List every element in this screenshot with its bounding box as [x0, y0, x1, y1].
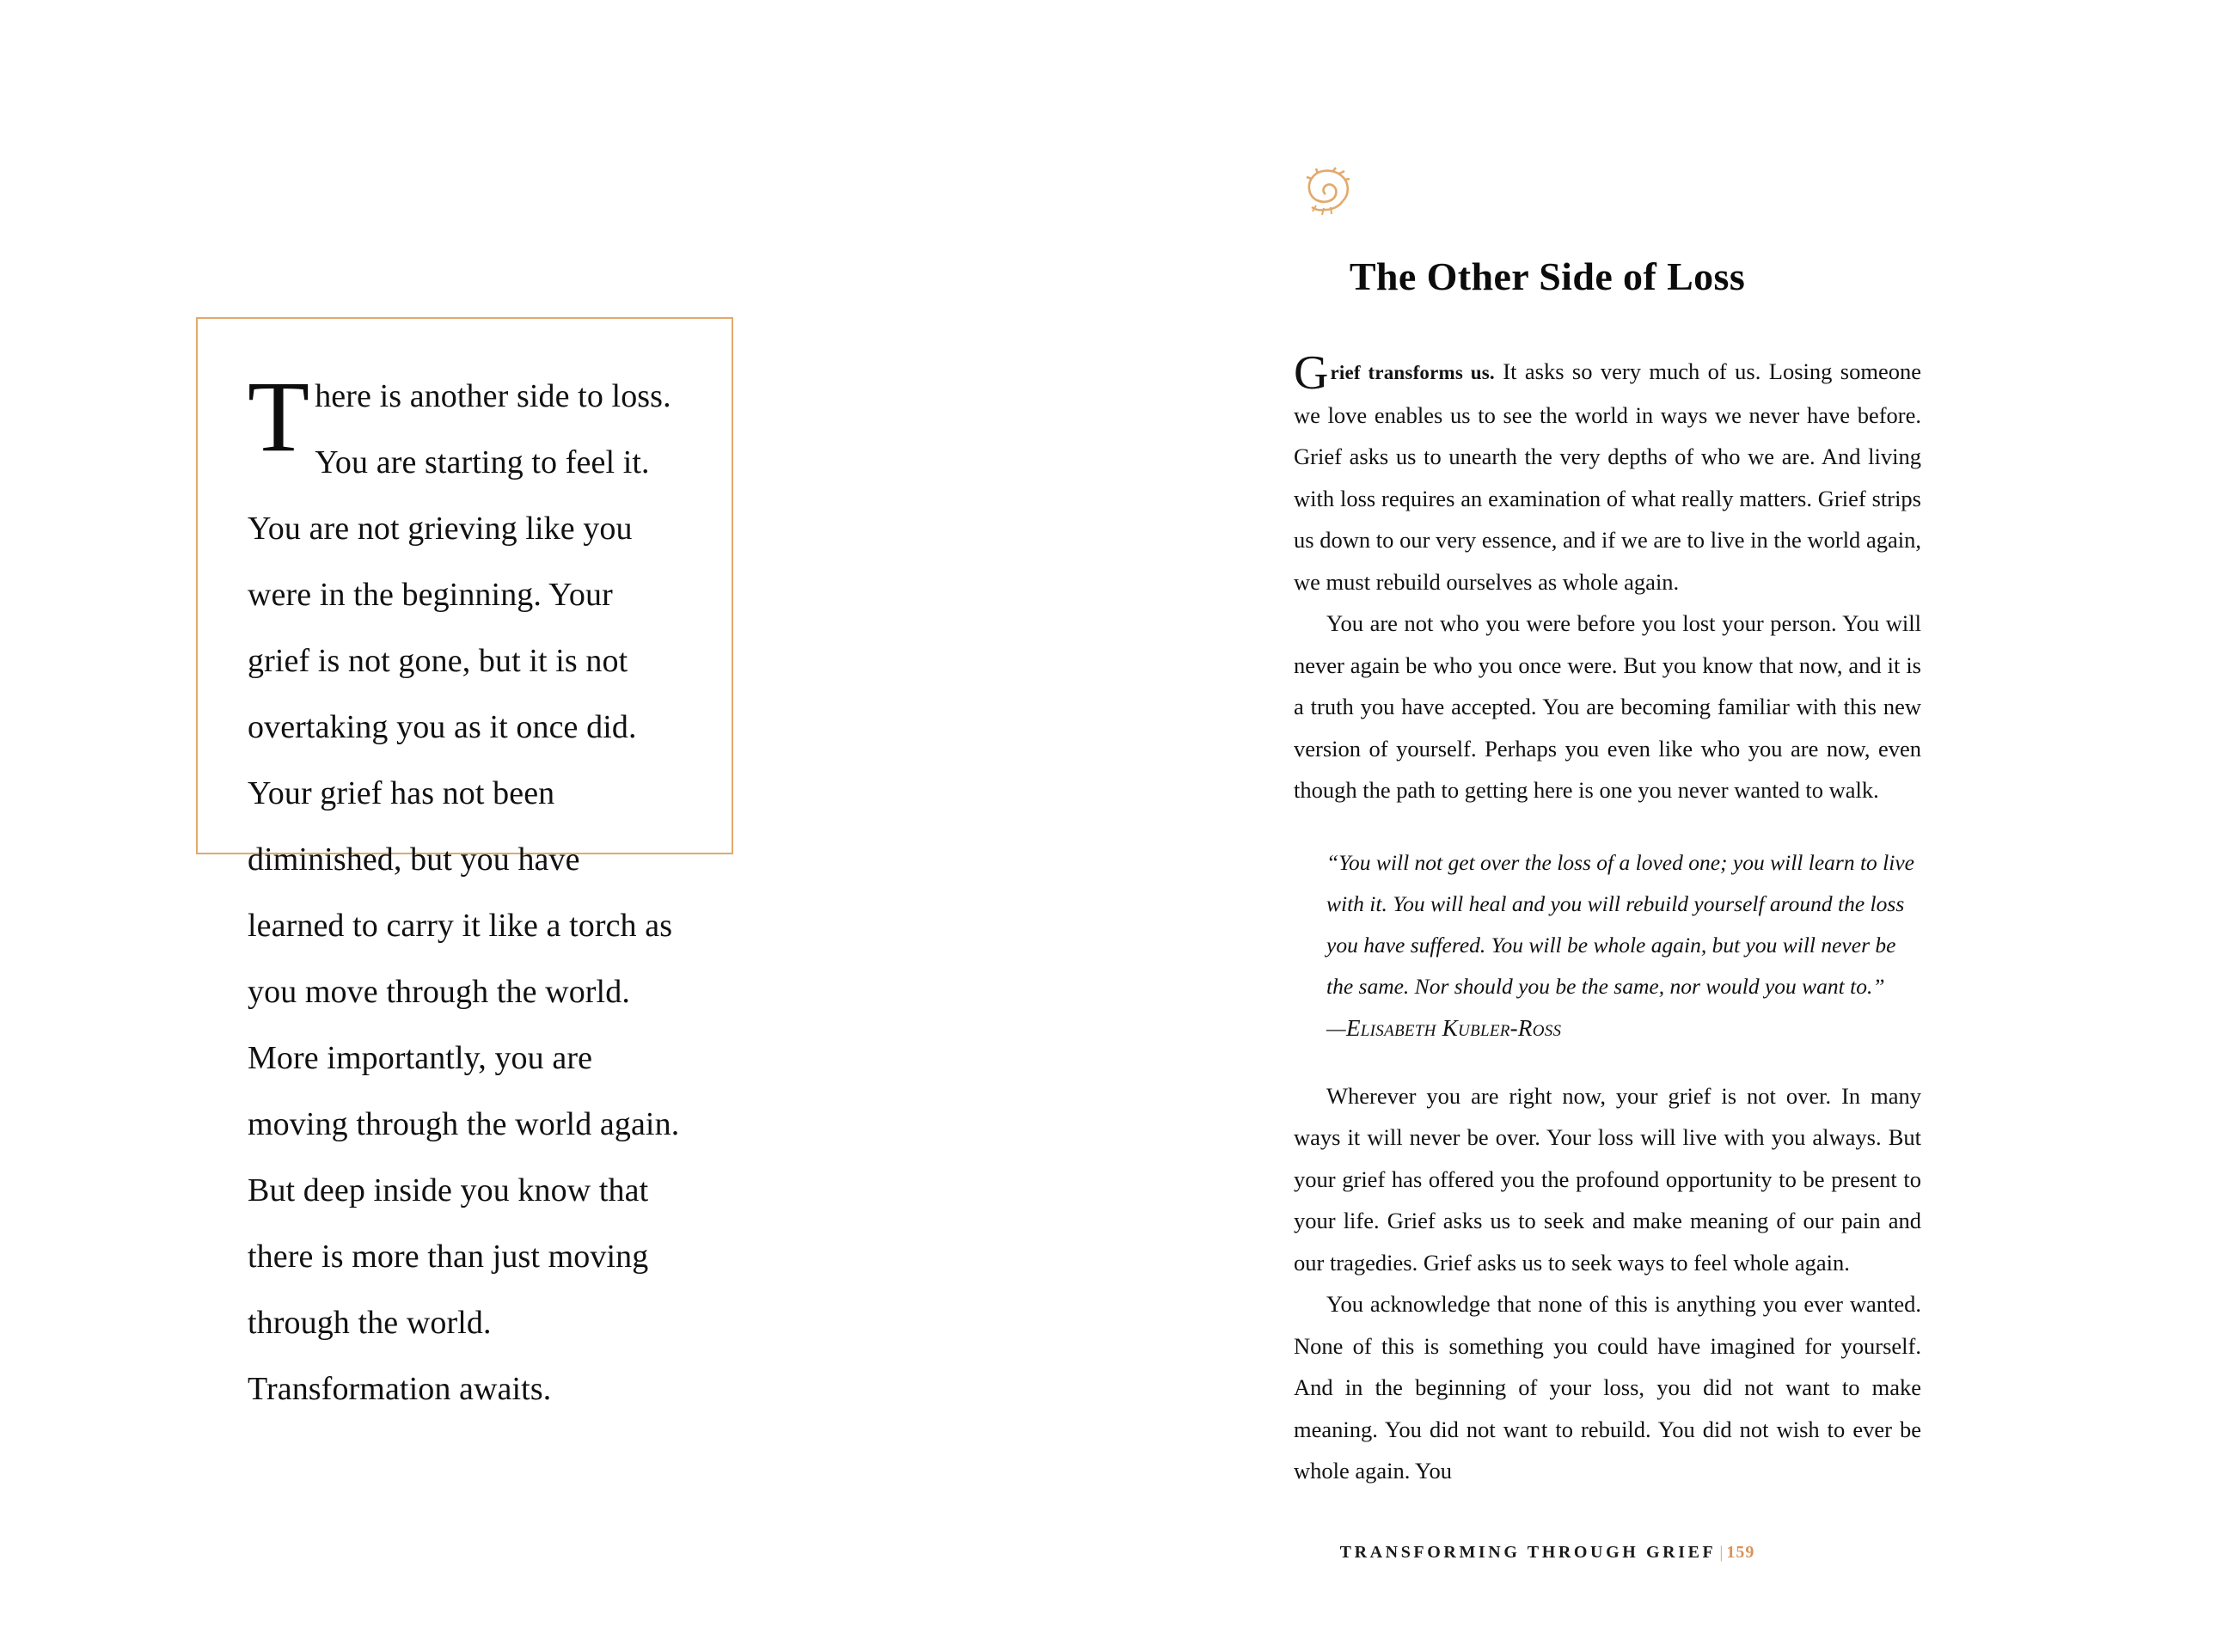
pull-quote-body: here is another side to loss. You are starting to feel it. You are not grieving like you were in the beginning. Your grief is not gone, but it is not overtaking you as it once did. Your grief has not been diminished, but you have learned to carry it like a torch as you move through the world. More importantly, you are moving through the world again. But deep inside you know that there is more than just moving through the world. Transformation awaits.	[248, 378, 680, 1407]
blockquote	[1294, 842, 1921, 1049]
pull-quote-dropcap: T	[248, 360, 310, 473]
page-number: 159	[1726, 1543, 1755, 1562]
attribution-dash: —	[1326, 1015, 1346, 1041]
paragraph-3: Wherever you are right now, your grief is not over. In many ways it will never be over. Your loss will live with you always. But your grief has offered you the profound opportunity to be present to your life. Grief asks us to seek and make meaning of our pain and our tragedies. Grief asks us to seek ways to feel whole again.	[1294, 1082, 1921, 1276]
body-column	[1294, 346, 1921, 1492]
paragraph-2: You are not who you were before you lost your person. You will never again be who you once were. But you know that now, and it is a truth you have accepted. You are becoming familiar with this new version of yourself. Perhaps you even like who you are now, even though the path to getting here is one you never wanted to walk.	[1294, 610, 1921, 803]
pull-quote-box	[196, 317, 733, 1407]
running-head: TRANSFORMING THROUGH GRIEF	[1339, 1543, 1717, 1562]
footer-separator: |	[1719, 1543, 1724, 1562]
attribution-name: Elisabeth Kubler-Ross	[1345, 1014, 1562, 1041]
page-title: The Other Side of Loss	[1349, 254, 1746, 298]
right-page	[1118, 0, 2235, 1652]
page-footer	[1118, 1543, 1977, 1563]
nautilus-shell-ornament-icon	[1289, 156, 1367, 225]
paragraph-opening	[1294, 346, 1921, 603]
paragraph-lead-in: rief transforms us.	[1330, 362, 1495, 383]
blockquote-text: “You will not get over the loss of a loved one; you will learn to live with it. You will heal and you will rebuild yourself around the loss you have suffered. You will be whole again, but you will never be the same. Nor should you be the same, nor would you want to.”	[1326, 849, 1914, 999]
paragraph-dropcap: G	[1294, 346, 1329, 400]
pull-quote-text	[248, 360, 682, 1423]
blockquote-attribution	[1326, 1007, 1921, 1049]
paragraph-text: It asks so very much of us. Losing someone we love enables us to see the world in ways we never have before. Grief asks us to unearth the very depths of who we are. And living with loss requires an examination of what really matters. Grief strips us down to our very essence, and if we are to live in the world again, we must rebuild ourselves as whole again.	[1294, 358, 1921, 595]
paragraph-4: You acknowledge that none of this is anything you ever wanted. None of this is something you could have imagined for yourself. And in the beginning of your loss, you did not want to make meaning. You did not want to rebuild. You did not wish to ever be whole again. You	[1294, 1291, 1921, 1484]
